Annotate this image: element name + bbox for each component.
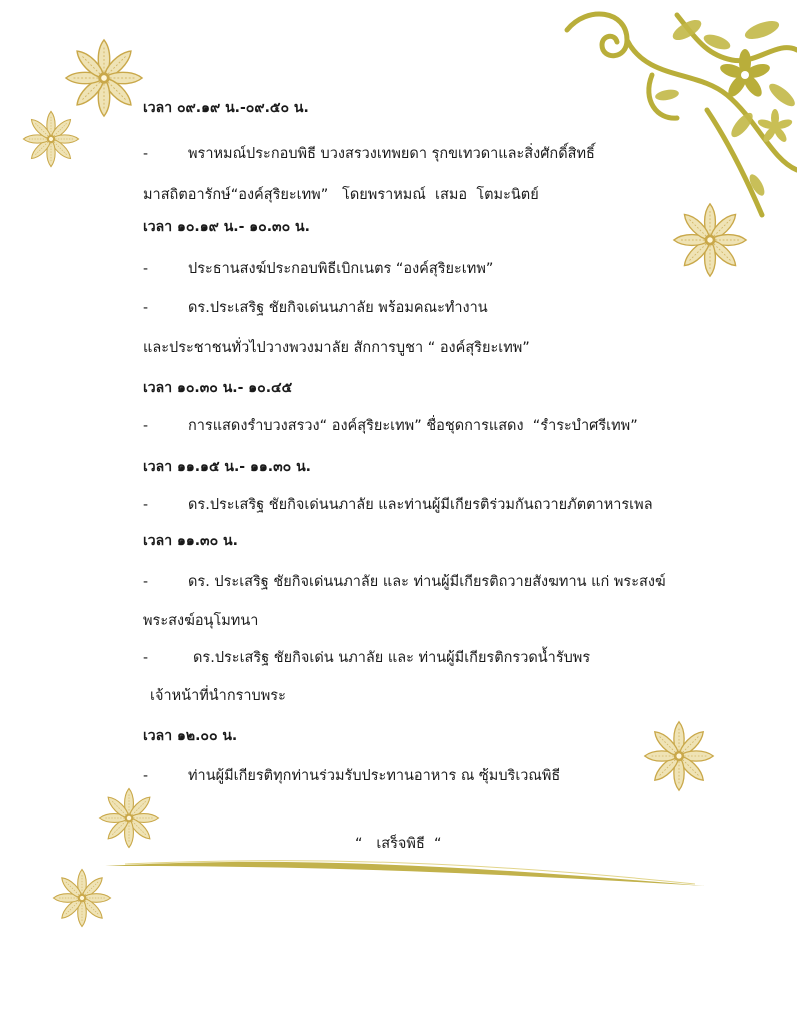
schedule-item-text: เจ้าหน้าที่นำกราบพระ [150, 688, 286, 704]
schedule-time: เวลา ๑๑.๑๕ น.- ๑๑.๓๐ น. [143, 459, 311, 475]
bullet-dash: - [143, 650, 149, 666]
bullet-dash: - [143, 261, 149, 277]
schedule-item-text: พราหมณ์ประกอบพิธี บวงสรวงเทพยดา รุกขเทวดาและสิ่งศักดิ์สิทธิ์ [188, 146, 595, 162]
schedule-item-text: ดร. ประเสริฐ ชัยกิจเด่นนภาลัย และ ท่านผู้มีเกียรติถวายสังฆทาน แก่ พระสงฆ์ [188, 574, 666, 590]
bullet-dash: - [143, 574, 149, 590]
schedule-item-text: การแสดงรำบวงสรวง“ องค์สุริยะเทพ” ชื่อชุดการแสดง “รำระบำศรีเทพ” [188, 418, 638, 434]
bullet-dash: - [143, 146, 149, 162]
schedule-item-text: ดร.ประเสริฐ ชัยกิจเด่นนภาลัย และท่านผู้มีเกียรติร่วมกันถวายภัตตาหารเพล [188, 497, 653, 513]
gold-flower-icon [22, 110, 80, 168]
bullet-dash: - [143, 418, 149, 434]
schedule-item-text: ดร.ประเสริฐ ชัยกิจเด่นนภาลัย พร้อมคณะทำงาน [188, 300, 488, 316]
schedule-item-text: มาสถิตอารักษ์“องค์สุริยะเทพ” โดยพราหมณ์ เสมอ โตมะนิตย์ [143, 187, 539, 203]
gold-swoosh-divider [105, 852, 705, 892]
closing-text: “ เสร็จพิธี “ [355, 836, 442, 852]
gold-flower-icon [98, 787, 160, 849]
bullet-dash: - [143, 300, 149, 316]
bullet-dash: - [143, 768, 149, 784]
schedule-item-text: พระสงฆ์อนุโมทนา [143, 613, 259, 629]
gold-flower-icon [643, 720, 715, 792]
schedule-time: เวลา ๑๐.๓๐ น.- ๑๐.๔๕ [143, 380, 293, 396]
schedule-item-text: ประธานสงฆ์ประกอบพิธีเบิกเนตร “องค์สุริยะเทพ” [188, 261, 494, 277]
schedule-time: เวลา ๑๒.๐๐ น. [143, 728, 238, 744]
bullet-dash: - [143, 497, 149, 513]
gold-flower-icon [52, 868, 112, 928]
schedule-time: เวลา ๐๙.๑๙ น.-๐๙.๕๐ น. [143, 100, 309, 116]
gold-flower-icon [64, 38, 144, 118]
gold-flower-icon [672, 202, 748, 278]
floral-vine-decoration [557, 0, 797, 220]
schedule-item-text: และประชาชนทั่วไปวางพวงมาลัย สักการบูชา “ องค์สุริยะเทพ” [143, 340, 530, 356]
schedule-time: เวลา ๑๐.๑๙ น.- ๑๐.๓๐ น. [143, 219, 310, 235]
schedule-item-text: ดร.ประเสริฐ ชัยกิจเด่น นภาลัย และ ท่านผู้มีเกียรติกรวดน้ำรับพร [193, 650, 591, 666]
schedule-item-text: ท่านผู้มีเกียรติทุกท่านร่วมรับประทานอาหาร ณ ซุ้มบริเวณพิธี [188, 768, 561, 784]
schedule-time: เวลา ๑๑.๓๐ น. [143, 533, 238, 549]
